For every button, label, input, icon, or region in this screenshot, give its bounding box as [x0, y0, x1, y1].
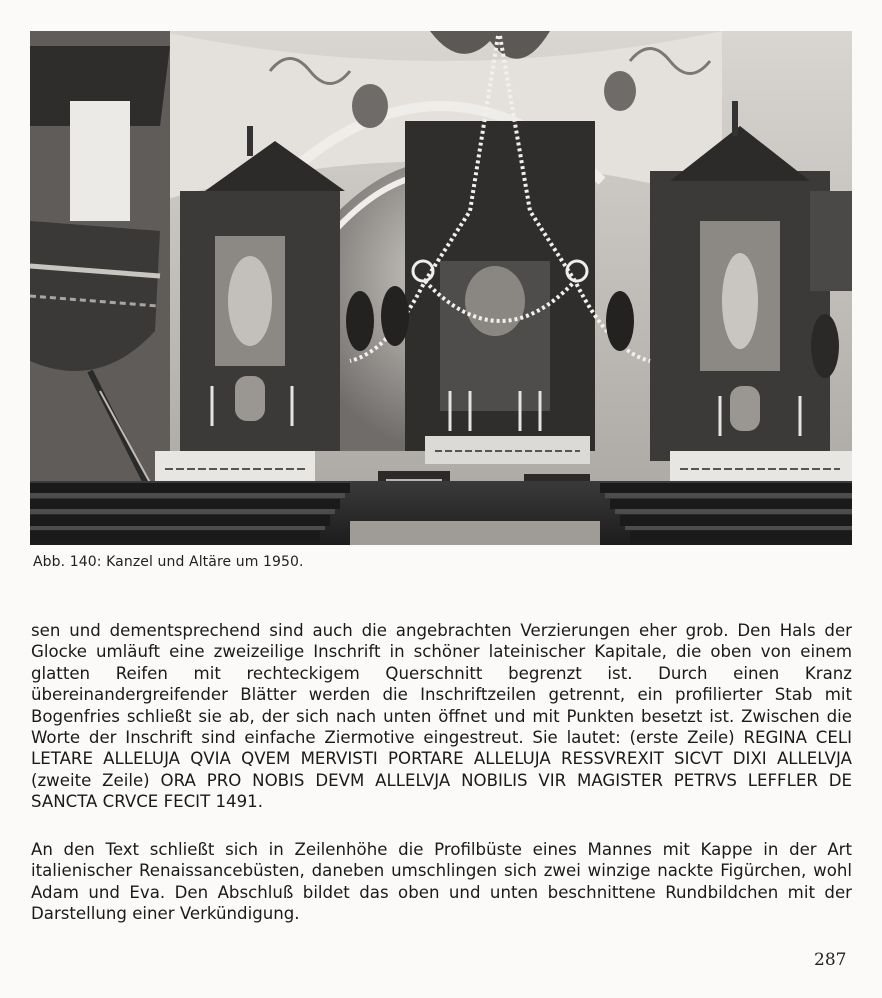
body-paragraph: sen und dementsprechend sind auch die angebrachten Verzierungen eher grob. Den Hals der Glocke umläuft eine zweizeilige Inschrift in schöner lateinischer Kapitale, die oben von einem glatten Reifen mit rechteckigem Querschnitt begrenzt ist. Durch einen Kranz übereinandergreifender Blätter werden die Inschriftzeilen getrennt, ein profilierter Stab mit Bogenfries schließt sie ab, der sich nach unten öffnet und mit Punkten besetzt ist. Zwischen die Worte der Inschrift sind einfache Ziermotive eingestreut. Sie lautet: (erste Zeile) REGINA CELI LETARE ALLELUJA QVIA QVEM MERVISTI PORTARE ALLELUJA RESSVREXIT SICVT DIXI ALLELVJA (zweite Zeile) ORA PRO NOBIS DEVM ALLELVJA NOBILIS VIR MAGISTER PETRVS LEFFLER DE SANCTA CRVCE FECIT 1491. [31, 621, 852, 812]
figure-caption: Abb. 140: Kanzel und Altäre um 1950. [33, 554, 304, 570]
page-number: 287 [814, 950, 847, 970]
church-interior-photo [30, 31, 852, 545]
body-paragraph: An den Text schließt sich in Zeilenhöhe die Profilbüste eines Mannes mit Kappe in der Art italienischer Renaissancebüsten, daneben umschlingen sich zwei winzige nackte Figürchen, wohl Adam und Eva. Den Abschluß bildet das oben und unten beschnittene Rundbildchen mit der Darstellung einer Verkündigung. [31, 840, 852, 924]
